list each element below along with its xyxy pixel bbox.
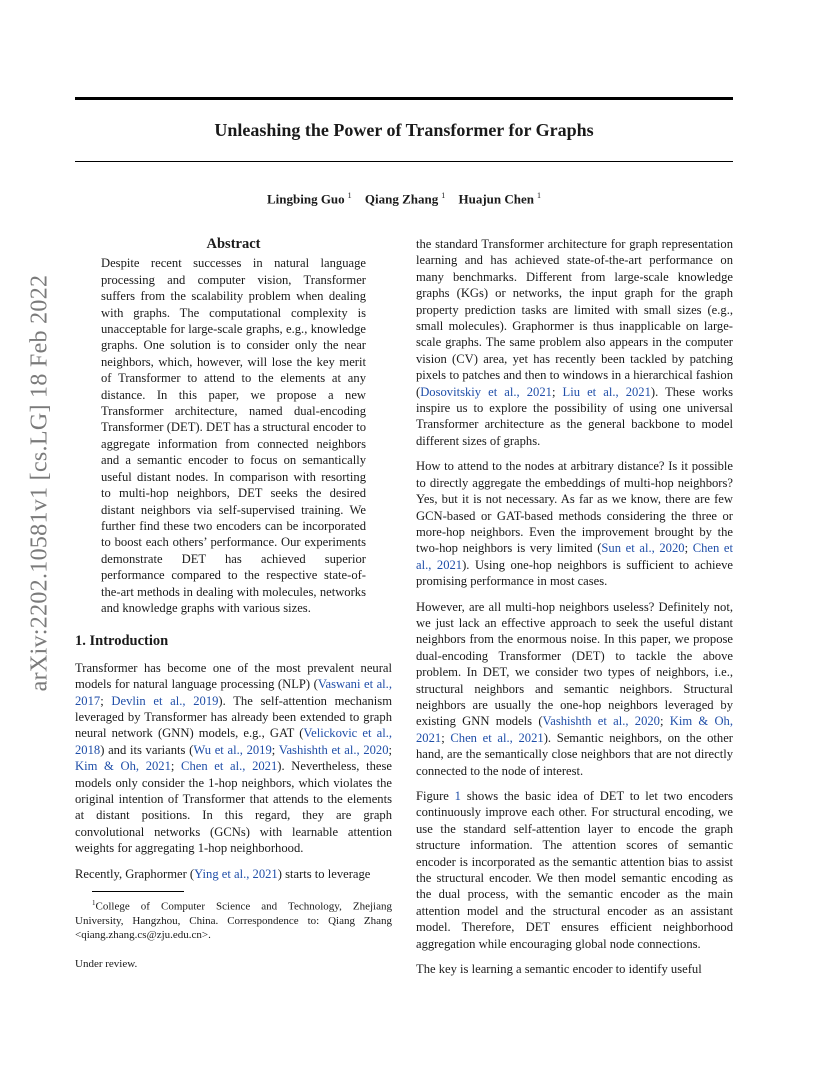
left-column <box>75 236 392 972</box>
body-paragraph: the standard Transformer architecture for graph representation learning and has achieved state-of-the-art performance on many benchmarks. Different from large-scale knowledge graphs (KGs) or networks, the input graph for the graph property prediction tasks are limited with small sizes (e.g., small molecules). Graphormer is thus inapplicable on large-scale graphs. The same problem also appears in the computer vision (CV) area, yet has recently been tackled by patching pixels to patches and then to windows in a hierarchical fashion (Dosovitskiy et al., 2021; Liu et al., 2021). These works inspire us to explore the possibility of using one universal Transformer architecture as the general backbone to model different sizes of graphs. <box>416 237 733 448</box>
title-rule-top <box>75 97 733 100</box>
citation-link[interactable]: Kim & Oh, 2021 <box>416 714 733 745</box>
citation-link[interactable]: Vashishth et al., 2020 <box>542 714 660 729</box>
author-list <box>75 191 733 207</box>
citation-link[interactable]: Wu et al., 2019 <box>193 742 272 757</box>
author-name: Huajun Chen <box>458 191 535 207</box>
citation-link[interactable]: Chen et al., 2021 <box>450 730 544 745</box>
citation-link[interactable]: Chen et al., 2021 <box>416 541 733 572</box>
citation-link[interactable]: Chen et al., 2021 <box>181 759 278 774</box>
citation-link[interactable]: Devlin et al., 2019 <box>111 693 219 708</box>
paper-title: Unleashing the Power of Transformer for Graphs <box>214 120 594 140</box>
intro-paragraph-2: Recently, Graphormer (Ying et al., 2021) starts to leverage <box>75 866 371 881</box>
body-paragraph: However, are all multi-hop neighbors useless? Definitely not, we just lack an effective approach to seek the useful distant neighbors from the enormous noise. In this paper, we propose dual-encoding Transformer (DET) to tackle the above problem. In DET, we consider two types of neighbors, i.e., structural neighbors and semantic neighbors. Structural neighbors are usually the one-hop neighbors leveraged by existing GNN models (Vashishth et al., 2020; Kim & Oh, 2021; Chen et al., 2021). Semantic neighbors, on the other hand, are the semantically close neighbors that are not directly connected to the node of interest. <box>416 599 733 778</box>
body-paragraph: Figure 1 shows the basic idea of DET to let two encoders continuously improve each other. For structural encoding, we use the standard self-attention layer to encode the graph structure information. The attention scores of semantic encoder is incorporated as the semantic attention bias to assist the structural encoder. We then model semantic encoding as the dual process, with the semantic encoder as the main attention model and the structural encoder as an assistant model. Therefore, DET ensures efficient neighborhood aggregation while encouraging global node connections. <box>416 789 734 951</box>
footnote-affiliation: $^1$College of Computer Science and Technology, Zhejiang University, Hangzhou, China. Correspondence to: Qiang Zhang <qiang.zhang.cs@zju.edu.cn>. <box>75 899 392 941</box>
author-affiliation: 1 <box>537 191 542 200</box>
citation-link[interactable]: Vaswani et al., 2017 <box>75 677 392 708</box>
citation-link[interactable]: Dosovitskiy et al., 2021 <box>420 384 552 399</box>
title-rule-bottom <box>75 161 733 162</box>
citation-link[interactable]: Velickovic et al., 2018 <box>75 726 392 757</box>
citation-link[interactable]: Vashishth et al., 2020 <box>278 742 389 757</box>
body-paragraph: The key is learning a semantic encoder to identify useful <box>416 962 702 977</box>
citation-link[interactable]: Kim & Oh, 2021 <box>75 759 171 774</box>
right-column <box>416 236 733 977</box>
abstract-heading: Abstract <box>206 236 261 252</box>
citation-link[interactable]: Liu et al., 2021 <box>562 384 651 399</box>
author-name: Qiang Zhang <box>364 191 439 207</box>
citation-link[interactable]: Sun et al., 2020 <box>601 541 685 556</box>
footnote-rule <box>92 891 184 892</box>
citation-link[interactable]: Ying et al., 2021 <box>194 866 278 881</box>
under-review-note: Under review. <box>75 957 138 970</box>
author-affiliation: 1 <box>441 191 446 200</box>
intro-paragraph-1: Transformer has become one of the most prevalent neural models for natural language processing (NLP) (Vaswani et al., 2017; Devlin et al., 2019). The self-attention mechanism leveraged by Transformer has already been extended to graph neural network (GNN) models, e.g., GAT (Velickovic et al., 2018) and its variants (Wu et al., 2019; Vashishth et al., 2020; Kim & Oh, 2021; Chen et al., 2021). Nevertheless, these models only consider the 1-hop neighbors, which violates the original intention of Transformer that attends to the elements at distant positions. In this regard, they are graph convolutional networks (GCNs) with learnable attention weights for aggregating 1-hop neighborhood. <box>75 660 393 856</box>
arxiv-identifier: arXiv:2202.10581v1 [cs.LG] 18 Feb 2022 <box>26 274 53 692</box>
body-paragraph: How to attend to the nodes at arbitrary distance? Is it possible to directly aggregate the embeddings of multi-hop neighbors? Yes, but it is not necessary. As far as we know, there are few GCN-based or GAT-based methods considering the three or more-hop neighbors. Even the improvement brought by the two-hop neighbors is very limited (Sun et al., 2020; Chen et al., 2021). Using one-hop neighbors is sufficient to achieve promising performance in most cases. <box>416 459 733 589</box>
author-name: Lingbing Guo <box>266 191 345 207</box>
abstract-text: Despite recent successes in natural language processing and computer vision, Transformer suffers from the scalability problem when dealing with graphs. The computational complexity is unacceptable for large-scale graphs, e.g., knowledge graphs. One solution is to consider only the near neighbors, which, however, will lose the key merit of Transformer to attend to the elements at any distance. In this paper, we propose a new Transformer architecture, named dual-encoding Transformer (DET). DET has a structural encoder to aggregate information from connected neighbors and a semantic encoder to focus on semantically useful distant nodes. In comparison with resorting to multi-hop neighbors, DET seeks the desired distant neighbors via self-supervised training. We further find these two encoders can be incorporated to boost each others’ performance. Our experiments demonstrate DET has achieved superior performance compared to the respective state-of-the-art methods in dealing with molecules, networks and knowledge graphs with various sizes. <box>101 256 366 615</box>
section-heading-introduction: 1. Introduction <box>75 633 169 650</box>
author-affiliation: 1 <box>347 191 352 200</box>
figure-reference-link[interactable]: 1 <box>454 789 461 803</box>
